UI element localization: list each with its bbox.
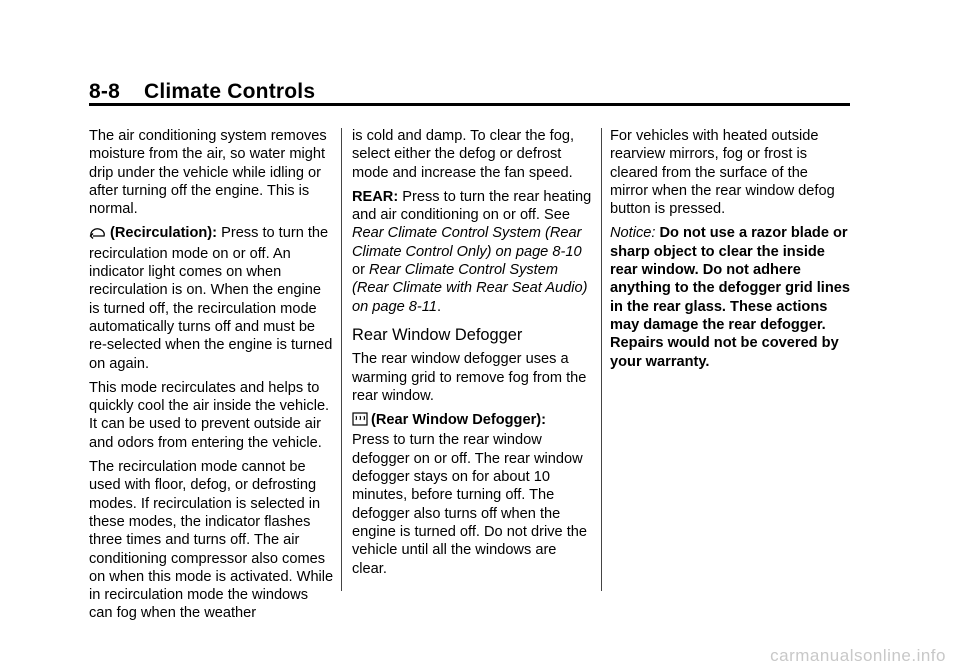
defogger-text: Press to turn the rear window defogger on or off. The rear window defogger stays on for about 10 minutes, before turning off. The defogger also turns off when the engine is turned off. Do not drive the vehicle until all the windows are clear. [352,432,588,577]
recirculation-paragraph [89,224,334,372]
fog-clear-paragraph: is cold and damp. To clear the fog, select either the defog or defrost mode and increase the fan speed. [352,128,575,181]
page-header [89,80,315,104]
recirculation-icon [89,226,107,244]
defogger-paragraph [352,411,592,578]
rear-paragraph [352,188,592,316]
page-number: 8-8 [89,80,120,103]
defogger-label: (Rear Window Defogger): [371,412,546,429]
cooling-paragraph: This mode recirculates and helps to quickly cool the air inside the vehicle. It can be used to prevent outside air and odors from entering the vehicle. [89,379,330,451]
rear-or: or [352,262,365,279]
recirculation-limits-paragraph: The recirculation mode cannot be used with floor, defog, or defrosting modes. If recirculation is selected in these modes, the indicator flashes three times and turns off. The air conditioning compressor also comes on when this mode is activated. While in recirculation mode the windows can fog when the weather [89,459,334,622]
notice-label: Notice: [610,225,656,242]
notice-paragraph [610,224,850,370]
column-3 [610,127,850,377]
column-2 [352,127,592,584]
rear-defogger-icon [352,412,368,431]
notice-text: Do not use a razor blade or sharp object to clear the inside rear window. Do not adhere anything to the defogger grid lines in the rear glass. These actions may damage the rear defogger. Repairs would not be covered by your warranty. [610,225,850,370]
rear-label: REAR: [352,188,399,205]
mirrors-paragraph: For vehicles with heated outside rearview mirrors, fog or frost is cleared from the surface of the mirror when the rear window defog button is pressed. [610,128,835,218]
defogger-intro-paragraph: The rear window defogger uses a warming grid to remove fog from the rear window. [352,351,587,404]
column-divider-2 [601,128,602,591]
column-1 [89,127,334,629]
watermark: carmanualsonline.info [770,646,946,665]
header-rule [89,103,850,106]
recirculation-text: Press to turn the recirculation mode on or off. An indicator light comes on when recirculation is on. When the engine is turned off, the recirculation mode automatically turns off and must be re-selected when the engine is turned on again. [89,225,333,372]
rear-link-1[interactable]: Rear Climate Control System (Rear Climate Control Only) on page 8-10 [352,225,582,260]
rear-period: . [436,298,441,315]
rear-text: Press to turn the rear heating and air conditioning on or off. See [352,188,592,224]
rear-link-2[interactable]: Rear Climate Control System (Rear Climate with Rear Seat Audio) on page 8-11 [352,262,588,315]
section-heading: Rear Window Defogger [352,325,523,344]
column-divider-1 [341,128,342,591]
page-title: Climate Controls [144,80,316,103]
ac-moisture-paragraph: The air conditioning system removes moisture from the air, so water might drip under the vehicle while idling or after turning off the engine. This is normal. [89,128,327,218]
recirculation-label: (Recirculation): [110,225,218,242]
